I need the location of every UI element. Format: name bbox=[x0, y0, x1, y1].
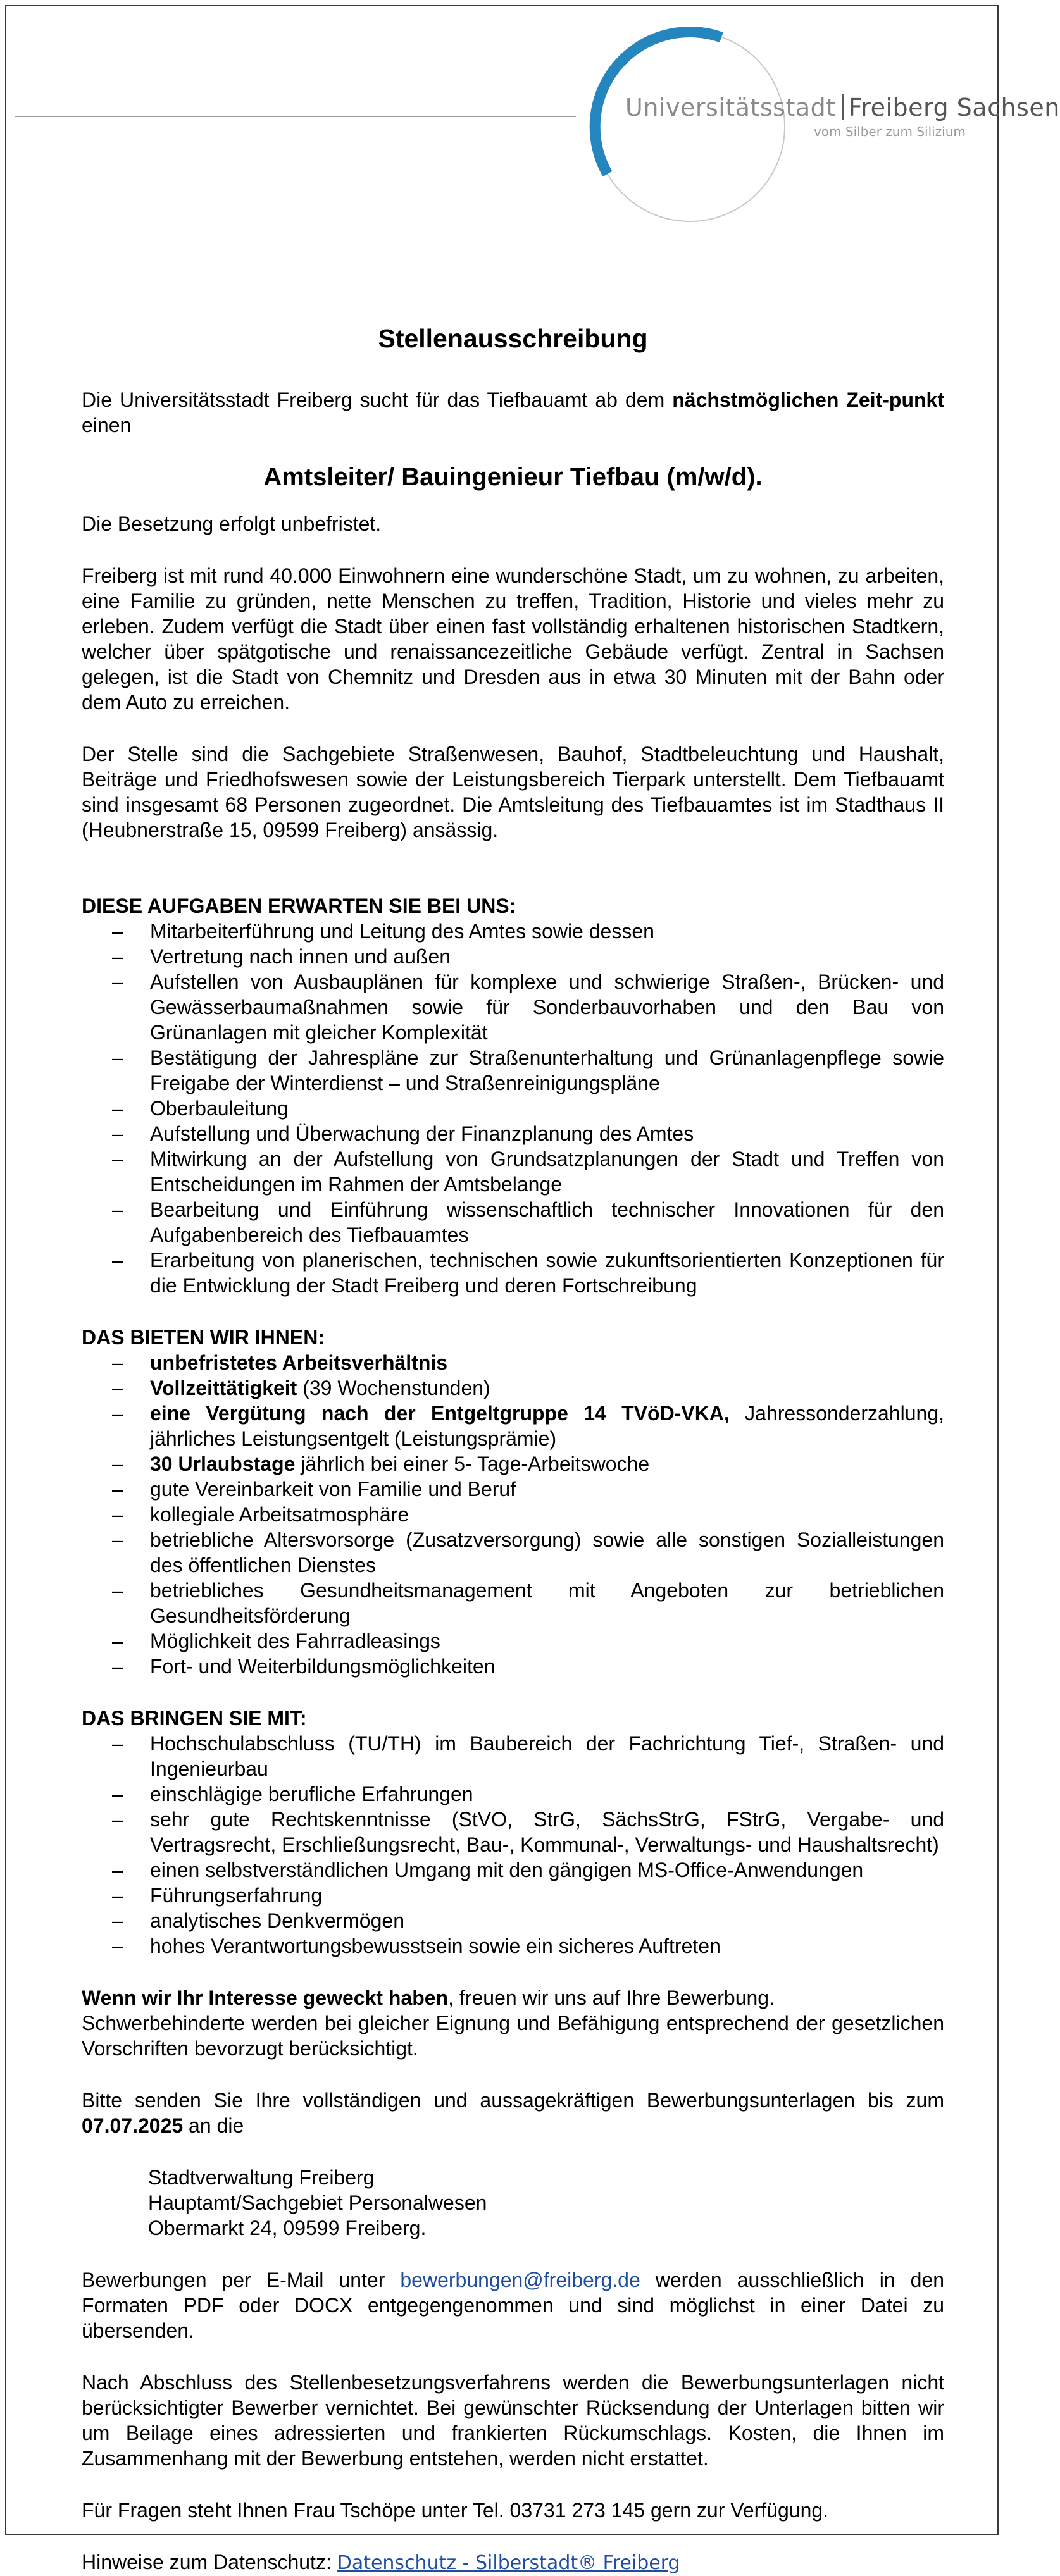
apply-paragraph bbox=[82, 2088, 944, 2138]
offer-bold: 30 Urlaubstage bbox=[150, 1452, 296, 1475]
page-title: Stellenausschreibung bbox=[378, 324, 648, 353]
list-item bbox=[82, 1527, 944, 1578]
list-item: – hohes Verantwortungsbewusstsein sowie ein sicheres Auftreten bbox=[82, 1933, 944, 1959]
spacer bbox=[82, 2471, 944, 2498]
offer-bold: eine Vergütung nach der Entgeltgruppe 14 TVöD-VKA, bbox=[150, 1402, 730, 1425]
list-item bbox=[82, 1502, 944, 1527]
address-line: Stadtverwaltung Freiberg bbox=[148, 2166, 375, 2189]
tasks-heading: DIESE AUFGABEN ERWARTEN SIE BEI UNS: bbox=[82, 895, 516, 917]
document-body bbox=[82, 323, 944, 2576]
offer-text: gute Vereinbarkeit von Familie und Beruf bbox=[150, 1478, 516, 1501]
city-logo-arc bbox=[589, 25, 791, 228]
spacer bbox=[82, 2061, 944, 2088]
spacer bbox=[82, 2138, 944, 2165]
list-item bbox=[82, 1578, 944, 1628]
spacer bbox=[82, 2343, 944, 2370]
logo-wordmark bbox=[625, 94, 1060, 121]
list-item: – Oberbauleitung bbox=[82, 1096, 944, 1121]
list-item: – Hochschulabschluss (TU/TH) im Baubereich der Fachrichtung Tief-, Straßen- und Ingenieurbau bbox=[82, 1731, 944, 1781]
list-item: – Aufstellung und Überwachung der Finanzplanung des Amtes bbox=[82, 1121, 944, 1146]
spacer bbox=[82, 1298, 944, 1325]
position-title: Amtsleiter/ Bauingenieur Tiefbau (m/w/d). bbox=[263, 463, 763, 491]
list-item: – Bestätigung der Jahrespläne zur Straßenunterhaltung und Grünanlagenpflege sowie Freigabe der Winterdienst – und Straßenreinigungspläne bbox=[82, 1045, 944, 1096]
contact-paragraph: Für Fragen steht Ihnen Frau Tschöpe unter Tel. 03731 273 145 gern zur Verfügung. bbox=[82, 2499, 829, 2522]
department-paragraph: Der Stelle sind die Sachgebiete Straßenwesen, Bauhof, Stadtbeleuchtung und Haushalt, Beiträge und Friedhofswesen sowie der Leistungsbereich Tierpark unterstellt. Dem Tiefbauamt sind insgesamt 68 Personen zugeordnet. Die Amtsleitung des Tiefbauamtes ist im Stadthaus II (Heubnerstraße 15, 09599 Freiberg) ansässig. bbox=[82, 743, 944, 841]
list-item: – Vertretung nach innen und außen bbox=[82, 944, 944, 969]
spacer bbox=[82, 2523, 944, 2549]
list-item: – Führungserfahrung bbox=[82, 1883, 944, 1908]
list-item: – einen selbstverständlichen Umgang mit den gängigen MS-Office-Anwendungen bbox=[82, 1857, 944, 1883]
list-item: – Erarbeitung von planerischen, technischen sowie zukunftsorientierten Konzeptionen für die Entwicklung der Stadt Freiberg und deren Fortschreibung bbox=[82, 1248, 944, 1298]
spacer bbox=[82, 843, 944, 893]
interest-paragraph bbox=[82, 1985, 944, 2061]
list-item bbox=[82, 1350, 944, 1375]
list-item bbox=[82, 1401, 944, 1451]
privacy-link[interactable]: Datenschutz - Silberstadt® Freiberg bbox=[337, 2552, 680, 2574]
list-item bbox=[82, 1477, 944, 1502]
spacer bbox=[82, 715, 944, 741]
list-item bbox=[82, 1654, 944, 1679]
offer-text: kollegiale Arbeitsatmosphäre bbox=[150, 1503, 409, 1526]
intro-bold: nächstmöglichen Zeit-punkt bbox=[672, 388, 945, 411]
offer-text: Fort- und Weiterbildungsmöglichkeiten bbox=[150, 1655, 496, 1678]
spacer bbox=[82, 1679, 944, 1706]
header-rule bbox=[15, 116, 576, 117]
list-item: – einschlägige berufliche Erfahrungen bbox=[82, 1781, 944, 1807]
interest-bold: Wenn wir Ihr Interesse geweckt haben bbox=[82, 1986, 449, 2009]
email-text-end: werden ausschließlich in den Formaten PDF oder DOCX entgegengenommen und sind möglichst in einer Datei zu übersenden. bbox=[82, 2269, 944, 2342]
email-text: Bewerbungen per E-Mail unter bbox=[82, 2269, 401, 2291]
logo-separator bbox=[842, 94, 844, 120]
intro-paragraph bbox=[82, 387, 944, 438]
offers-heading: DAS BIETEN WIR IHNEN: bbox=[82, 1326, 325, 1349]
apply-text-end: an die bbox=[183, 2114, 244, 2137]
offer-text: Möglichkeit des Fahrradleasings bbox=[150, 1630, 440, 1652]
offer-text: Jahressonderzahlung, jährliches Leistungsentgelt (Leistungsprämie) bbox=[150, 1402, 945, 1450]
requirements-heading: DAS BRINGEN SIE MIT: bbox=[82, 1707, 307, 1730]
requirements-list bbox=[82, 1731, 944, 1959]
unlimited-note: Die Besetzung erfolgt unbefristet. bbox=[82, 512, 382, 535]
list-item bbox=[82, 1628, 944, 1654]
list-item: – Mitwirkung an der Aufstellung von Grundsatzplanungen der Stadt und Treffen von Entscheidungen im Rahmen der Amtsbelange bbox=[82, 1146, 944, 1197]
logo-tagline: vom Silber zum Silizium bbox=[814, 124, 966, 139]
interest-text: , freuen wir uns auf Ihre Bewerbung. bbox=[448, 1986, 775, 2009]
intro-text: Die Universitätsstadt Freiberg sucht für das Tiefbauamt ab dem bbox=[82, 388, 673, 411]
list-item: – analytisches Denkvermögen bbox=[82, 1908, 944, 1933]
city-paragraph: Freiberg ist mit rund 40.000 Einwohnern eine wunderschöne Stadt, um zu wohnen, zu arbeiten, eine Familie zu gründen, nette Menschen zu treffen, Tradition, Historie und vieles mehr zu erleben. Zudem verfügt die Stadt über einen fast vollständig erhaltenen historischen Stadtkern, welcher über spätgotische und renaissancezeitliche Gebäude verfügt. Zentral in Sachsen gelegen, ist die Stadt von Chemnitz und Dresden aus in etwa 30 Minuten mit der Bahn oder dem Auto zu erreichen. bbox=[82, 564, 944, 714]
apply-text: Bitte senden Sie Ihre vollständigen und aussagekräftigen Bewerbungsunterlagen bis zum bbox=[82, 2089, 944, 2112]
deadline-date: 07.07.2025 bbox=[82, 2114, 184, 2137]
list-item bbox=[82, 1451, 944, 1477]
intro-text-end: einen bbox=[82, 414, 132, 437]
tasks-list bbox=[82, 919, 944, 1298]
spacer bbox=[82, 2241, 944, 2267]
offer-text: jährlich bei einer 5- Tage-Arbeitswoche bbox=[295, 1452, 650, 1475]
address-line: Obermarkt 24, 09599 Freiberg. bbox=[148, 2217, 427, 2239]
offer-bold: Vollzeittätigkeit bbox=[150, 1377, 297, 1399]
list-item: – Mitarbeiterführung und Leitung des Amtes sowie dessen bbox=[82, 919, 944, 944]
disabled-note: Schwerbehinderte werden bei gleicher Eignung und Befähigung entsprechend der gesetzlichen Vorschriften bevorzugt berücksichtigt. bbox=[82, 2012, 944, 2060]
email-link[interactable]: bewerbungen@freiberg.de bbox=[400, 2269, 640, 2291]
list-item: – Bearbeitung und Einführung wissenschaftlich technischer Innovationen für den Aufgabenbereich des Tiefbauamtes bbox=[82, 1197, 944, 1248]
list-item: – Aufstellen von Ausbauplänen für komplexe und schwierige Straßen-, Brücken- und Gewässerbaumaßnahmen sowie für Sonderbauvorhaben und den Bau von Grünanlagen mit gleicher Komplexität bbox=[82, 969, 944, 1045]
privacy-label: Hinweise zum Datenschutz: bbox=[82, 2551, 337, 2573]
spacer bbox=[82, 536, 944, 563]
postal-address bbox=[82, 2165, 944, 2241]
logo-right-text: Freiberg Sachsen bbox=[848, 94, 1060, 121]
offers-list bbox=[82, 1350, 944, 1679]
disposal-paragraph: Nach Abschluss des Stellenbesetzungsverfahrens werden die Bewerbungsunterlagen nicht berücksichtigter Bewerber vernichtet. Bei gewünschter Rücksendung der Unterlagen bitten wir um Beilage eines adressierten und frankierten Rückumschlags. Kosten, die Ihnen im Zusammenhang mit der Bewerbung entstehen, werden nicht erstattet. bbox=[82, 2371, 944, 2470]
email-paragraph bbox=[82, 2267, 944, 2343]
list-item: – sehr gute Rechtskenntnisse (StVO, StrG, SächsStrG, FStrG, Vergabe- und Vertragsrecht, Erschließungsrecht, Bau-, Kommunal-, Verwaltungs- und Haushaltsrecht) bbox=[82, 1807, 944, 1857]
offer-text: betriebliche Altersvorsorge (Zusatzversorgung) sowie alle sonstigen Sozialleistungen des öffentlichen Dienstes bbox=[150, 1528, 944, 1576]
offer-bold: unbefristetes Arbeitsverhältnis bbox=[150, 1351, 448, 1374]
list-item bbox=[82, 1375, 944, 1401]
privacy-note bbox=[82, 2549, 944, 2576]
offer-text: betriebliches Gesundheitsmanagement mit Angeboten zur betrieblichen Gesundheitsförderung bbox=[150, 1579, 944, 1627]
spacer bbox=[82, 1959, 944, 1985]
address-line: Hauptamt/Sachgebiet Personalwesen bbox=[148, 2191, 487, 2214]
logo-left-text: Universitätsstadt bbox=[625, 94, 836, 121]
offer-text: (39 Wochenstunden) bbox=[297, 1377, 490, 1399]
